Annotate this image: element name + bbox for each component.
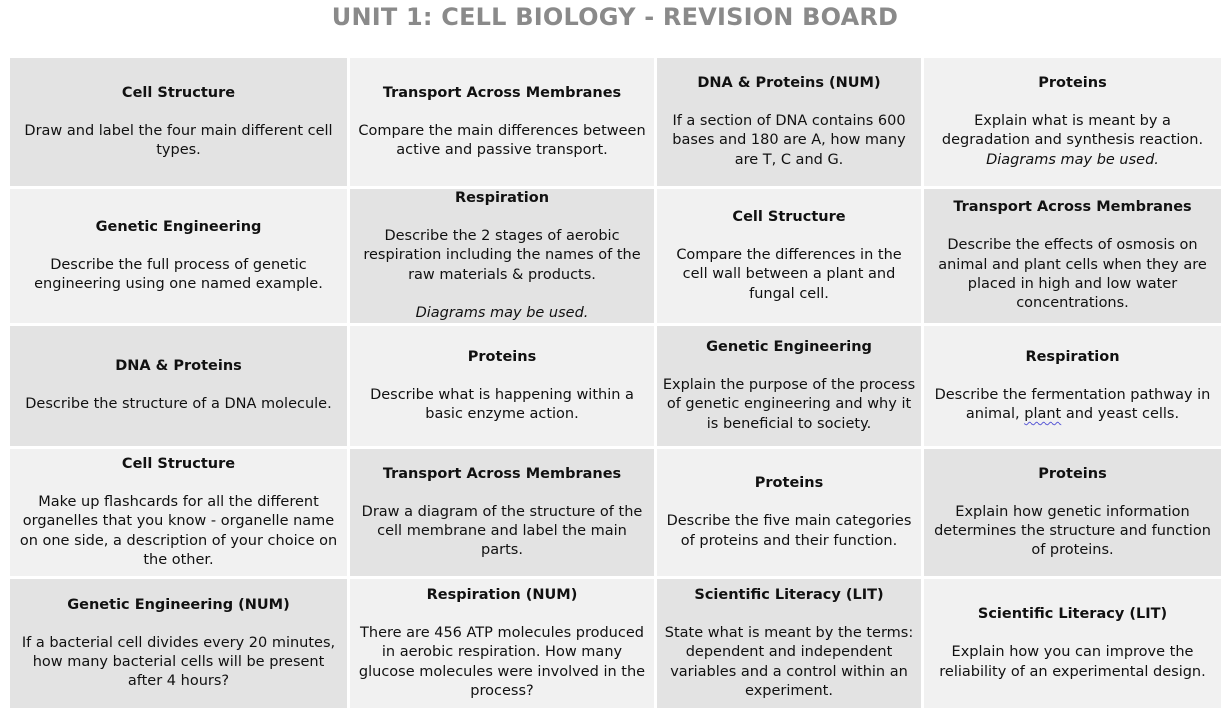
board-cell bbox=[10, 449, 347, 576]
board-cell bbox=[10, 326, 347, 446]
cell-task: If a bacterial cell divides every 20 minutes, how many bacterial cells will be present after 4 hours? bbox=[21, 634, 336, 690]
board-cell bbox=[657, 189, 921, 323]
cell-title: Proteins bbox=[467, 348, 537, 365]
board-cell bbox=[924, 58, 1221, 186]
cell-task: Describe the effects of osmosis on animal and plant cells when they are placed in high and low water concentrations. bbox=[938, 237, 1207, 312]
board-cell bbox=[657, 449, 921, 576]
board-cell bbox=[350, 189, 654, 323]
cell-title: Proteins bbox=[1038, 465, 1107, 482]
board-cell bbox=[350, 58, 654, 186]
cell-task: Explain the purpose of the process of genetic engineering and why it is beneficial to society. bbox=[662, 377, 916, 432]
board-cell bbox=[657, 58, 921, 186]
cell-task: If a section of DNA contains 600 bases and 180 are A, how many are T, C and G. bbox=[672, 113, 906, 168]
cell-title: Genetic Engineering bbox=[706, 339, 872, 356]
cell-note: Diagrams may be used. bbox=[415, 304, 589, 321]
cell-title: DNA & Proteins (NUM) bbox=[697, 75, 881, 92]
cell-task: There are 456 ATP molecules produced in aerobic respiration. How many glucose molecules were involved in the process? bbox=[358, 624, 646, 699]
board-cell bbox=[924, 326, 1221, 446]
cell-title: Cell Structure bbox=[121, 84, 236, 101]
cell-title: Cell Structure bbox=[732, 209, 846, 226]
board-cell bbox=[924, 579, 1221, 708]
cell-task: Describe the full process of genetic engineering using one named example. bbox=[34, 256, 323, 292]
board-cell bbox=[924, 189, 1221, 323]
board-cell bbox=[657, 579, 921, 708]
cell-task-text: and yeast cells. bbox=[1061, 406, 1180, 422]
board-cell bbox=[10, 579, 347, 708]
cell-title: Respiration bbox=[454, 189, 550, 206]
page-title: UNIT 1: CELL BIOLOGY - REVISION BOARD bbox=[331, 3, 899, 31]
revision-board bbox=[10, 58, 1220, 708]
cell-task: Explain what is meant by a degradation and synthesis reaction. bbox=[941, 113, 1204, 149]
cell-title: Transport Across Membranes bbox=[382, 465, 622, 482]
cell-title: DNA & Proteins bbox=[115, 358, 242, 375]
cell-title: Genetic Engineering bbox=[95, 218, 262, 235]
cell-task: Draw a diagram of the structure of the cell membrane and label the main parts. bbox=[361, 503, 643, 559]
cell-task: Compare the main differences between active and passive transport. bbox=[358, 122, 646, 158]
cell-task: Explain how genetic information determines the structure and function of proteins. bbox=[934, 503, 1211, 559]
cell-task-text: Describe the fermentation pathway in animal, bbox=[934, 386, 1211, 422]
cell-task bbox=[929, 386, 1216, 425]
spellcheck-flagged-word: plant bbox=[1024, 406, 1062, 422]
cell-title: Respiration (NUM) bbox=[426, 586, 578, 603]
cell-task: Explain how you can improve the reliability of an experimental design. bbox=[939, 644, 1206, 680]
cell-task: Draw and label the four main different cell types. bbox=[24, 122, 333, 158]
cell-task: State what is meant by the terms: dependent and independent variables and a control within an experiment. bbox=[664, 624, 914, 699]
cell-task: Make up flashcards for all the different organelles that you know - organelle name on one side, a description of your choice on the other. bbox=[19, 493, 338, 568]
cell-task: Describe what is happening within a basic enzyme action. bbox=[370, 386, 634, 422]
cell-title: Scientific Literacy (LIT) bbox=[694, 586, 884, 603]
board-cell bbox=[924, 449, 1221, 576]
cell-title: Proteins bbox=[1038, 75, 1107, 92]
board-cell bbox=[350, 449, 654, 576]
board-cell bbox=[10, 58, 347, 186]
cell-title: Proteins bbox=[754, 475, 824, 492]
cell-title: Transport Across Membranes bbox=[953, 199, 1192, 216]
cell-note: Diagrams may be used. bbox=[986, 151, 1159, 168]
board-cell bbox=[657, 326, 921, 446]
cell-task: Compare the differences in the cell wall between a plant and fungal cell. bbox=[676, 247, 902, 302]
cell-title: Scientific Literacy (LIT) bbox=[977, 606, 1168, 623]
cell-title: Genetic Engineering (NUM) bbox=[67, 596, 290, 613]
cell-task: Describe the five main categories of proteins and their function. bbox=[666, 513, 912, 549]
board-cell bbox=[350, 326, 654, 446]
cell-title: Respiration bbox=[1025, 348, 1120, 365]
board-cell bbox=[10, 189, 347, 323]
cell-task: Describe the 2 stages of aerobic respiration including the names of the raw materials & products. bbox=[363, 227, 641, 283]
cell-task: Describe the structure of a DNA molecule. bbox=[25, 396, 332, 413]
board-cell bbox=[350, 579, 654, 708]
cell-title: Cell Structure bbox=[121, 455, 236, 472]
cell-title: Transport Across Membranes bbox=[382, 84, 622, 101]
